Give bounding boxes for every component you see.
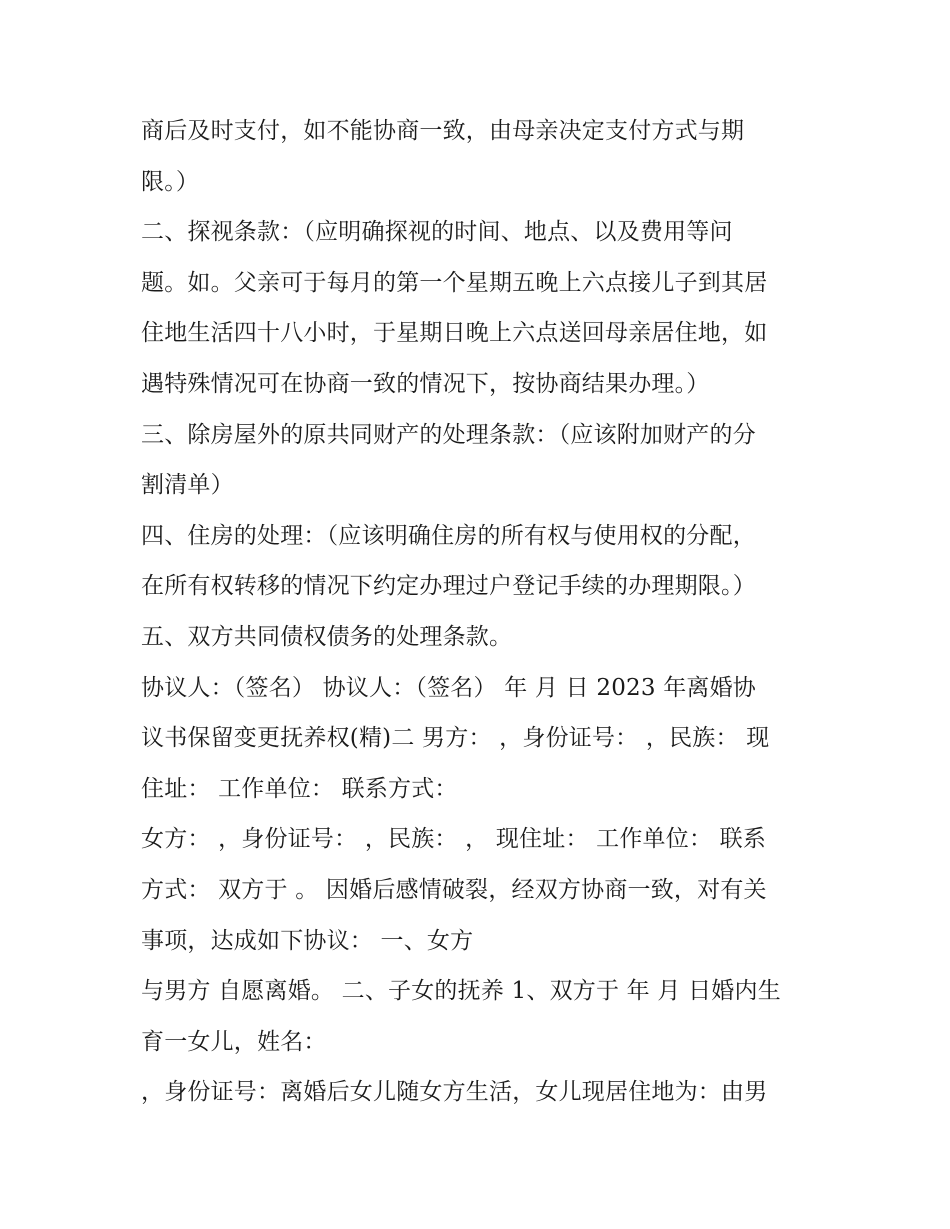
text-line: 五、双方共同债权债务的处理条款。	[141, 623, 513, 650]
text-line: 三、除房屋外的原共同财产的处理条款：（应该附加财产的分	[141, 421, 756, 448]
text-line: 限。）	[141, 168, 200, 195]
text-line: 二、探视条款：（应明确探视的时间、地点、以及费用等问	[141, 219, 733, 246]
text-line: 在所有权转移的情况下约定办理过户登记手续的办理期限。）	[141, 573, 756, 600]
text-line: 方式： 双方于 。 因婚后感情破裂，经双方协商一致，对有关	[141, 876, 767, 903]
text-line: 议书保留变更抚养权(精)二 男方： ，身份证号： ，民族： 现	[141, 725, 770, 752]
text-line: 育一女儿，姓名：	[141, 1028, 327, 1055]
document-body	[141, 106, 831, 1118]
text-line: 题。如。父亲可于每月的第一个星期五晚上六点接儿子到其居	[141, 269, 768, 296]
text-line: 住地生活四十八小时，于星期日晚上六点送回母亲居住地，如	[141, 320, 768, 347]
text-line: 住址： 工作单位： 联系方式：	[141, 775, 458, 802]
text-line: 商后及时支付，如不能协商一致，由母亲决定支付方式与期	[141, 118, 745, 144]
text-line: 与男方 自愿离婚。 二、子女的抚养 1、双方于 年 月 日婚内生	[141, 978, 781, 1005]
text-line: 协议人：（签名） 协议人：（签名） 年 月 日 2023 年离婚协	[141, 674, 756, 701]
text-line: 四、住房的处理：（应该明确住房的所有权与使用权的分配，	[141, 522, 756, 549]
text-line: ，身份证号：离婚后女儿随女方生活，女儿现居住地为：由男	[141, 1079, 768, 1106]
text-line: 女方： ，身份证号： ，民族： ， 现住址： 工作单位： 联系	[141, 826, 767, 853]
text-line: 割清单）	[141, 472, 234, 499]
text-line: 事项，达成如下协议： 一、女方	[141, 927, 474, 954]
text-line: 遇特殊情况可在协商一致的情况下，按协商结果办理。）	[141, 370, 710, 397]
